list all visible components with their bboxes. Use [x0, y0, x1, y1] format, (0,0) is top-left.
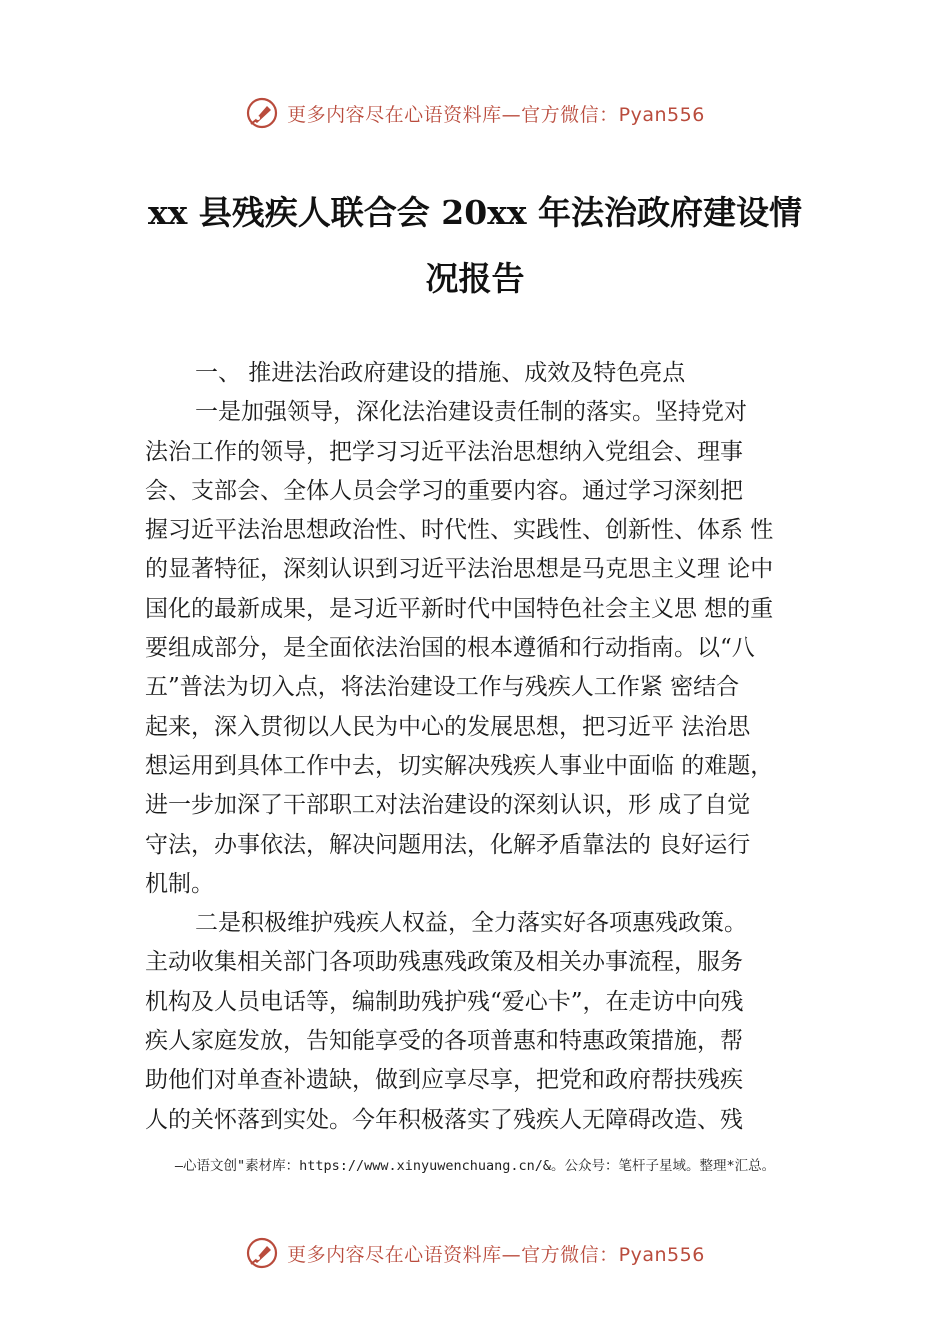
- paragraph-line: 国化的最新成果，是习近平新时代中国特色社会主义思 想的重: [145, 595, 774, 622]
- paragraph-line: 疾人家庭发放，告知能享受的各项普惠和特惠政策措施，帮: [145, 1028, 743, 1055]
- paragraph-line: 守法，办事依法，解决问题用法，化解矛盾靠法的 良好运行: [145, 831, 751, 858]
- paragraph-line: 机构及人员电话等，编制助残护残“爱心卡”，在走访中向残: [145, 988, 744, 1015]
- pen-nib-logo-icon: [245, 96, 279, 130]
- paragraph-line: 要组成部分，是全面依法治国的根本遵循和行动指南。以“八: [145, 635, 755, 662]
- paragraph-line: 一是加强领导，深化法治建设责任制的落实。坚持党对: [195, 399, 747, 426]
- document-title-line-2: 况报告: [425, 259, 525, 298]
- section-heading: 一、 推进法治政府建设的措施、成效及特色亮点: [195, 360, 686, 386]
- banner-text: 更多内容尽在心语资料库—官方微信：Pyan556: [287, 103, 705, 126]
- header-banner: [0, 93, 950, 133]
- paragraph-line: 人的关怀落到实处。今年积极落实了残疾人无障碍改造、残: [145, 1106, 743, 1133]
- paragraph-line: 起来，深入贯彻以人民为中心的发展思想，把习近平 法治思: [145, 713, 751, 740]
- paragraph-line: 握习近平法治思想政治性、时代性、实践性、创新性、体系 性: [145, 517, 774, 544]
- banner-text: 更多内容尽在心语资料库—官方微信：Pyan556: [287, 1243, 705, 1266]
- paragraph-line: 进一步加深了干部职工对法治建设的深刻认识，形 成了自觉: [145, 792, 751, 819]
- paragraph-line: 想运用到具体工作中去，切实解决残疾人事业中面临 的难题，: [145, 752, 774, 779]
- paragraph-line: 法治工作的领导，把学习习近平法治思想纳入党组会、理事: [145, 438, 743, 465]
- paragraph-line: 机制。: [145, 870, 214, 897]
- document-title-line-1: xx 县残疾人联合会 20xx 年法治政府建设情: [147, 193, 803, 232]
- paragraph-line: 五”普法为切入点，将法治建设工作与残疾人工作紧 密结合: [145, 674, 740, 701]
- paragraph-line: 二是积极维护残疾人权益，全力落实好各项惠残政策。: [195, 910, 747, 937]
- document-body: [145, 354, 845, 1140]
- footer-source-note: —心语文创"素材库：https://www.xinyuwenchuang.cn/&。公众号：笔杆子星域。整理*汇总。: [174, 1158, 776, 1174]
- paragraph-line: 助他们对单查补遗缺，做到应享尽享，把党和政府帮扶残疾: [145, 1067, 743, 1094]
- footer-banner: [0, 1233, 950, 1273]
- paragraph-line: 会、支部会、全体人员会学习的重要内容。通过学习深刻把: [145, 477, 743, 504]
- paragraph-line: 的显著特征，深刻认识到习近平法治思想是马克思主义理 论中: [145, 556, 774, 583]
- pen-nib-logo-icon: [245, 1236, 279, 1270]
- paragraph-line: 主动收集相关部门各项助残惠残政策及相关办事流程，服务: [145, 949, 743, 976]
